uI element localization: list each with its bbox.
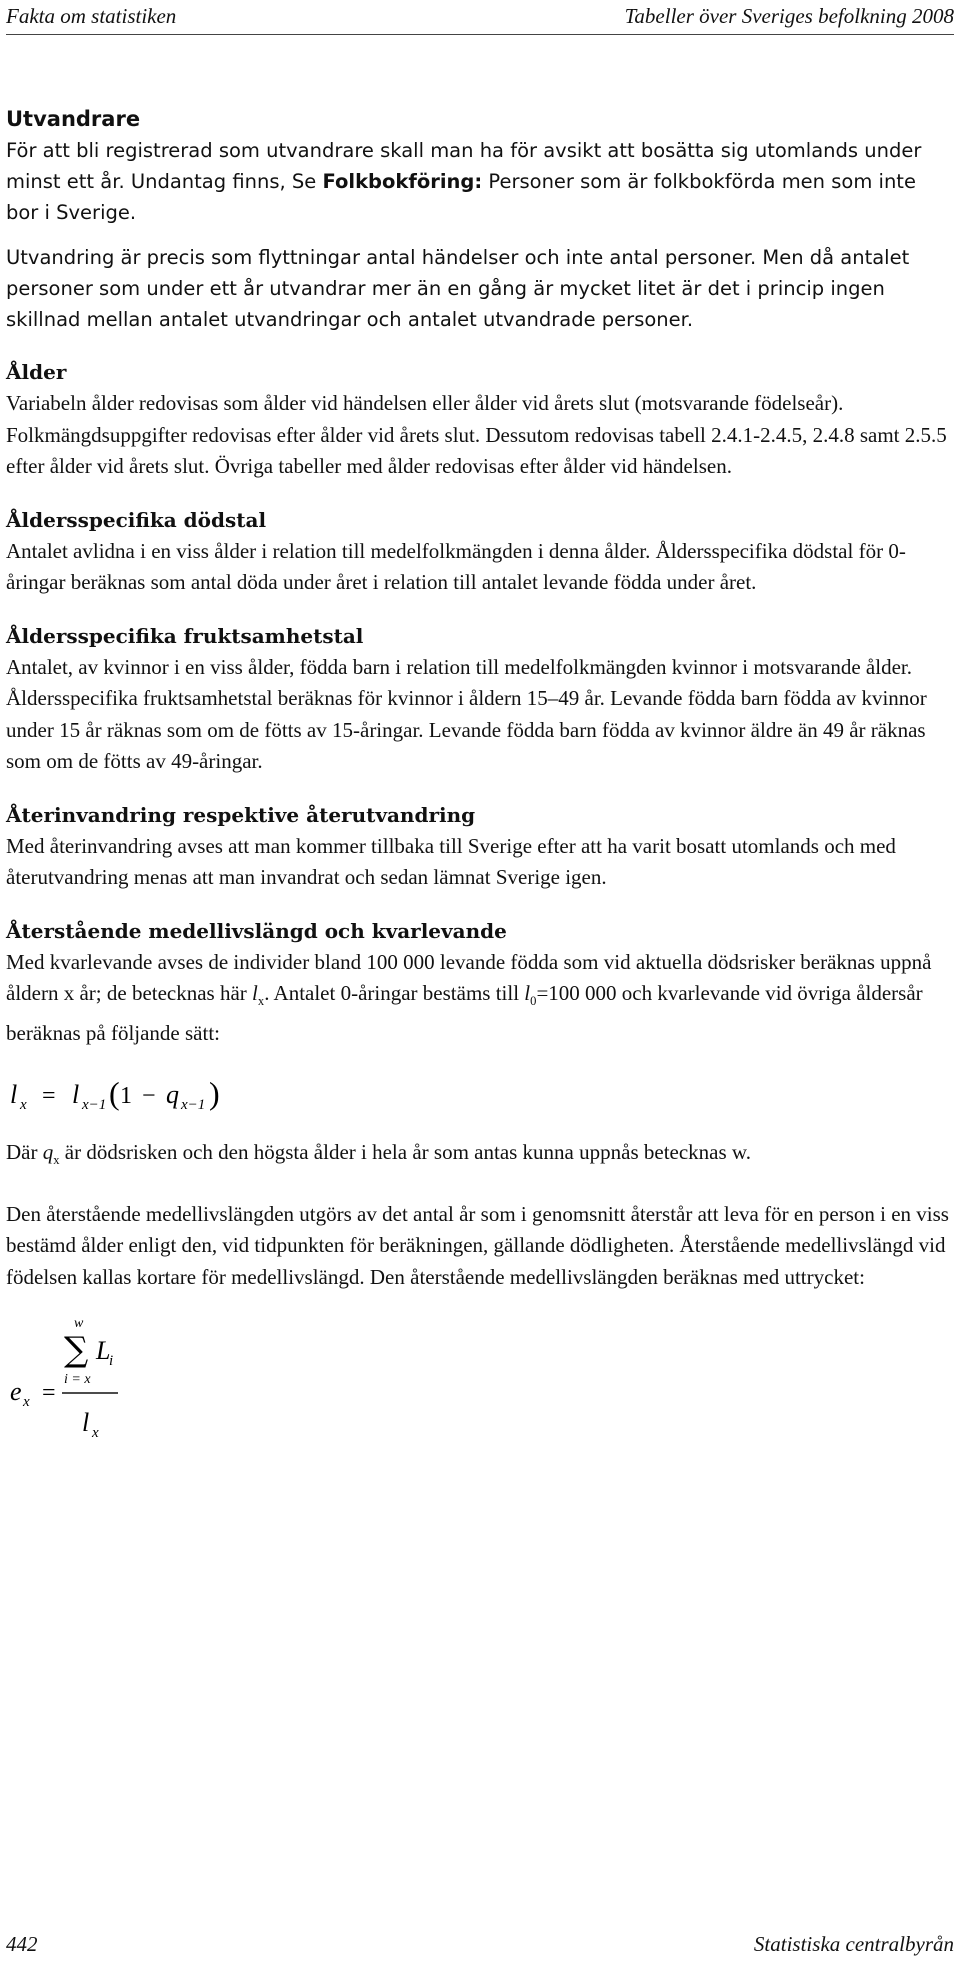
f-l: l <box>10 1080 18 1110</box>
math-sub: x <box>53 1153 60 1168</box>
f-sub-x2: x <box>92 1425 99 1442</box>
f-sub-x: x <box>23 1394 30 1411</box>
page-footer <box>6 1932 954 1962</box>
section-heading: Ålder <box>6 360 67 384</box>
text: Personer som är folkbokförda men som inte bor i Sverige. <box>6 170 916 224</box>
f-sub-i: i <box>109 1353 114 1370</box>
paragraph: Antalet, av kvinnor i en viss ålder, födda barn i relation till medelfolkmängden kvinnor i motsvarande ålder. Åldersspecifika fruktsamhetstal beräknas för kvinnor i åldern 15–49 år. Levande födda barn födda av kvinnor under 15 år räknas som om de fötts av 15-åringar. Levande födda barn födda av kvinnor äldre än 49 år räknas som om de fötts av 49-åringar. <box>6 654 927 773</box>
f-e: e <box>10 1377 22 1407</box>
formula-life-expectancy <box>6 1311 950 1461</box>
paragraph: Den återstående medellivslängden utgörs av det antal år som i genomsnitt återstår att leva för en person i en viss bestämd ålder enligt den, vid tidpunkten för beräkningen, gällande dödligheten. Återstående medellivslängd vid födelsen kallas kortare för medellivslängd. Den återstående medellivslängden beräknas med uttrycket: <box>6 1201 949 1289</box>
f-sub-x: x <box>20 1097 27 1114</box>
footer-publisher: Statistiska centralbyrån <box>753 1932 954 1956</box>
math-var: l <box>524 981 531 1005</box>
f-sub-xm1b: x−1 <box>181 1097 206 1114</box>
section-heading: Återstående medellivslängd och kvarlevande <box>6 918 507 943</box>
math-sub: x <box>257 994 265 1009</box>
paragraph <box>6 947 950 1050</box>
f-upper-w: w <box>74 1316 84 1332</box>
f-minus: − <box>142 1083 156 1110</box>
f-lparen: ( <box>109 1075 120 1112</box>
paragraph: Utvandring är precis som flyttningar antal händelser och inte antal personer. Men då antalet personer som under ett år utvandrar mer än en gång är mycket litet är det i princip ingen skillnad mellan antalet utvandringar och antalet utvandrade personer. <box>6 246 910 331</box>
main-content <box>6 104 950 1483</box>
bold-term: Folkbokföring: <box>322 170 483 193</box>
text: För att bli registrerad som utvandrare skall man ha för avsikt att bosätta sig utomlands under minst ett år. Undantag finns, Se <box>6 139 922 193</box>
section-fruktsamhetstal <box>6 621 950 778</box>
section-aterstaende-medellivslangd <box>6 916 950 1462</box>
text: . Antalet 0-åringar bestäms till <box>264 981 525 1005</box>
section-heading: Utvandrare <box>6 107 141 131</box>
paragraph: Med återinvandring avses att man kommer tillbaka till Sverige efter att ha varit bosatt utomlands och med återutvandring menas att man invandrat och sedan lämnat Sverige igen. <box>6 833 896 889</box>
f-l2: l <box>72 1080 80 1110</box>
f-l: l <box>82 1408 90 1438</box>
header-right: Tabeller över Sveriges befolkning 2008 <box>624 4 954 28</box>
formula-svg <box>6 1311 206 1461</box>
paragraph <box>6 135 950 228</box>
section-heading: Åldersspecifika dödstal <box>6 507 267 532</box>
formula-svg <box>6 1073 266 1115</box>
page-number: 442 <box>6 1932 38 1956</box>
section-aldersspecifika-dodstal <box>6 505 950 599</box>
f-lower-ieqx: i = x <box>64 1372 91 1388</box>
math-var: l <box>252 981 258 1005</box>
section-aterinvandring <box>6 800 950 894</box>
formula-survivors <box>6 1073 950 1115</box>
section-heading: Åldersspecifika fruktsamhetstal <box>6 623 364 648</box>
f-q: q <box>166 1080 179 1110</box>
paragraph <box>6 1137 950 1177</box>
f-rparen: ) <box>209 1075 220 1112</box>
text: =100 000 och kvarlevande vid övriga åldersår beräknas på följande sätt: <box>6 981 923 1045</box>
text: Med kvarlevande avses de individer bland 100 000 levande födda som vid aktuella dödsrisker beräknas uppnå åldern x år; de betecknas här <box>6 949 932 1005</box>
page-header <box>6 4 954 35</box>
paragraph: Antalet avlidna i en viss ålder i relation till medelfolkmängden i denna ålder. Åldersspecifika dödstal för 0-åringar beräknas som antal döda under året i relation till antalet levande födda under året. <box>6 538 906 594</box>
f-sigma: ∑ <box>64 1330 89 1371</box>
section-heading: Återinvandring respektive återutvandring <box>6 802 476 827</box>
f-sub-xm1: x−1 <box>82 1097 107 1114</box>
section-utvandrare <box>6 104 950 335</box>
f-eq: = <box>42 1083 56 1110</box>
section-alder <box>6 357 950 483</box>
f-one: 1 <box>120 1083 132 1110</box>
text: Där <box>6 1140 43 1165</box>
f-L: L <box>96 1336 111 1366</box>
math-sub: 0 <box>530 994 537 1009</box>
text: är dödsrisken och den högsta ålder i hela år som antas kunna uppnås betecknas w. <box>59 1140 751 1165</box>
paragraph: Variabeln ålder redovisas som ålder vid händelsen eller ålder vid årets slut (motsvarande födelseår). Folkmängdsuppgifter redovisas efter ålder vid årets slut. Dessutom redovisas tabell 2.4.1-2.4.5, 2.4.8 samt 2.5.5 efter ålder vid årets slut. Övriga tabeller med ålder redovisas efter ålder vid händelsen. <box>6 391 947 478</box>
math-var: q <box>42 1140 54 1165</box>
header-left: Fakta om statistiken <box>6 4 177 28</box>
f-eq: = <box>42 1380 56 1407</box>
